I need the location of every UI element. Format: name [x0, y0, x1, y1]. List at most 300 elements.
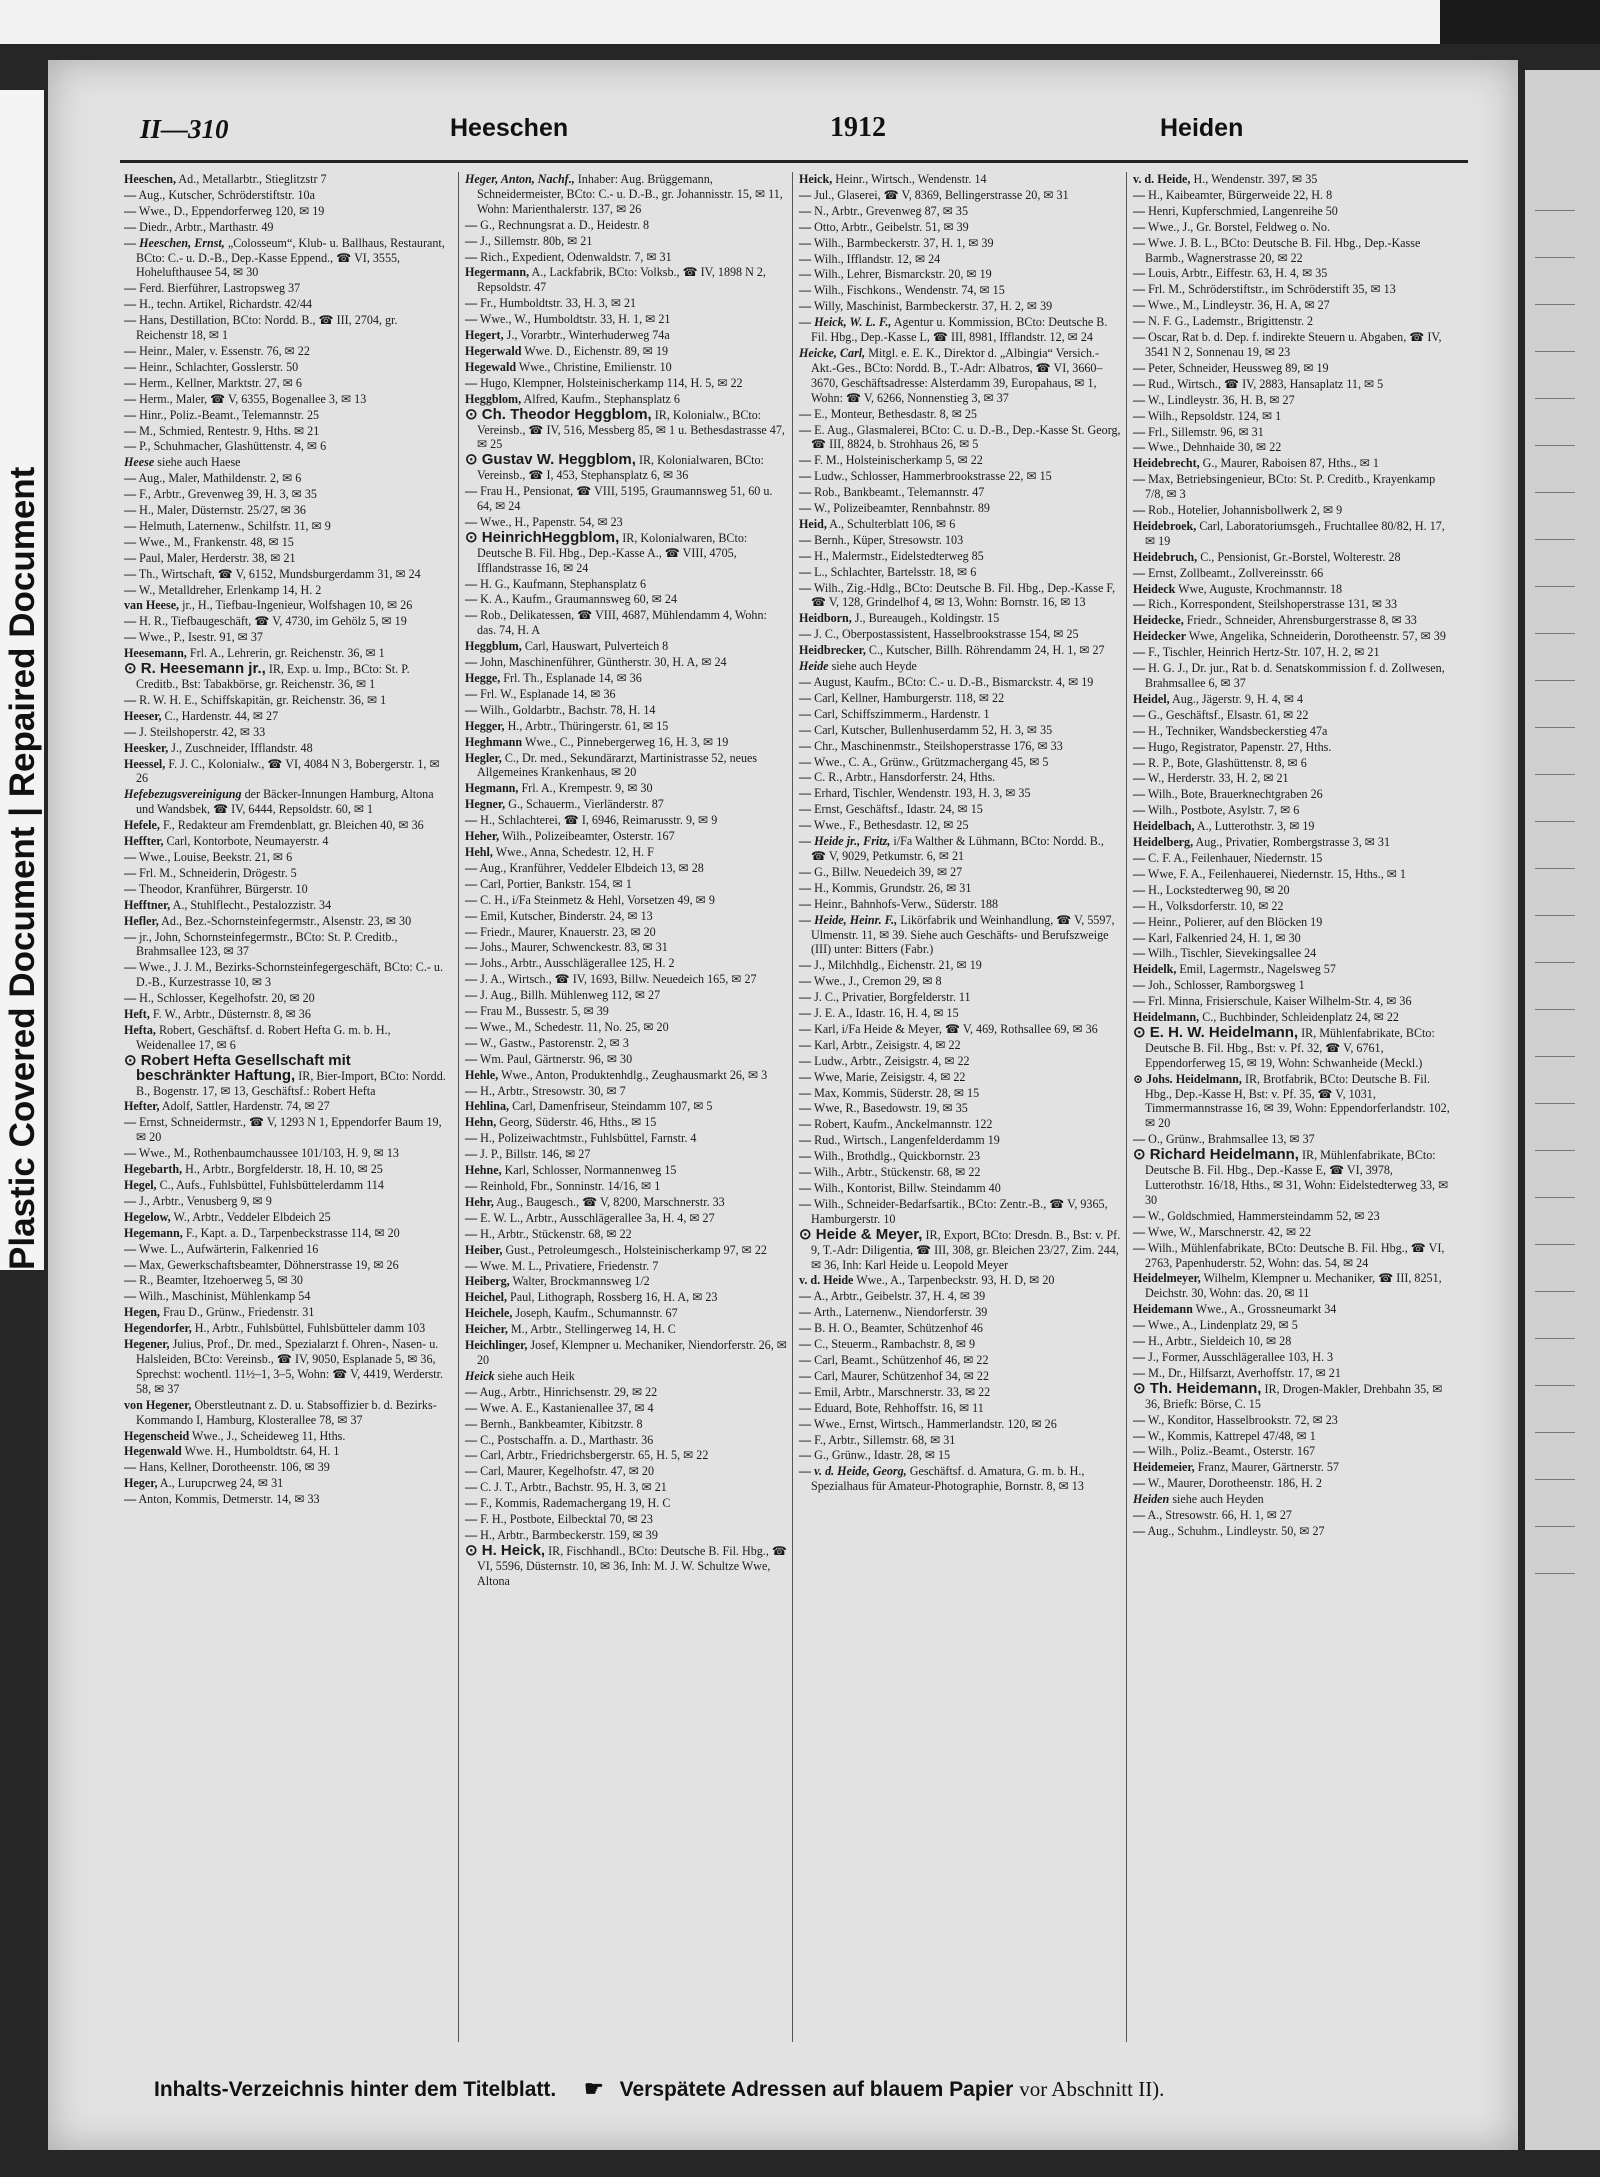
entry-details: Wilh., Lehrer, Bismarckstr. 20, ✉ 19: [813, 267, 992, 282]
entry-details: Wwe., M., Lindleystr. 36, H. A, ✉ 27: [1147, 298, 1330, 313]
directory-entry: [465, 392, 787, 407]
entry-name: —: [124, 471, 137, 486]
directory-entry: [124, 1289, 446, 1304]
directory-entry: [1133, 456, 1455, 471]
entry-name: —: [465, 1432, 478, 1447]
entry-name: —: [799, 958, 812, 973]
directory-entry: [124, 1273, 446, 1288]
entry-details: Emil, Arbtr., Marschnerstr. 33, ✉ 22: [814, 1384, 991, 1399]
directory-entry: [124, 344, 446, 359]
entry-details: Rud., Wirtsch., ☎ IV, 2883, Hansaplatz 11, ✉ 5: [1148, 376, 1384, 391]
entry-name: —: [799, 406, 812, 421]
directory-entry: [799, 1117, 1121, 1132]
directory-entry: [124, 297, 446, 312]
directory-entry: [124, 220, 446, 235]
directory-entry: [799, 252, 1121, 267]
entry-details: Wwe., J., Scheideweg 11, Hths.: [191, 1428, 346, 1443]
entry-name: Hefftner,: [124, 897, 171, 912]
directory-entry: [465, 940, 787, 955]
entry-details: Carl, Damenfriseur, Steindamm 107, ✉ 5: [512, 1099, 713, 1114]
entry-details: Wwe., Christine, Emilienstr. 10: [518, 359, 672, 374]
entry-details: C., Hardenstr. 44, ✉ 27: [164, 708, 279, 723]
entry-name: —: [124, 219, 137, 234]
entry-details: Frau D., Grünw., Friedenstr. 31: [162, 1305, 315, 1320]
entry-name: —: [1133, 1132, 1146, 1147]
entry-name: —: [1133, 503, 1146, 518]
directory-entry: [799, 707, 1121, 722]
directory-entry: [124, 1258, 446, 1273]
entry-name: Heiden: [1133, 1492, 1170, 1507]
entry-name: —: [465, 702, 478, 717]
directory-entry: [1133, 819, 1455, 834]
entry-name: —: [124, 518, 137, 533]
directory-entry: [465, 972, 787, 987]
entry-details: B. H. O., Beamter, Schützenhof 46: [814, 1321, 983, 1336]
entry-details: Wwe., P., Isestr. 91, ✉ 37: [138, 630, 263, 645]
entry-details: Aug., Arbtr., Hinrichsenstr. 29, ✉ 22: [479, 1384, 658, 1399]
directory-entry: [465, 1036, 787, 1051]
entry-name: v. d. Heide: [799, 1273, 854, 1288]
entry-details: H., Arbtr., Borgfelderstr. 18, H. 10, ✉ 25: [185, 1162, 383, 1177]
entry-name: —: [1133, 440, 1146, 455]
directory-entry: [799, 236, 1121, 251]
entry-details: J. A., Wirtsch., ☎ IV, 1693, Billw. Neuedeich 165, ✉ 27: [480, 972, 757, 987]
directory-entry: [465, 1528, 787, 1543]
entry-name: —: [465, 1051, 478, 1066]
directory-entry: [1133, 962, 1455, 977]
entry-name: Hegener,: [124, 1337, 170, 1352]
entry-name: —: [799, 1165, 812, 1180]
entry-name: —: [799, 1289, 812, 1304]
entry-name: —: [124, 849, 137, 864]
entry-name: —: [465, 249, 478, 264]
entry-details: Hinr., Poliz.-Beamt., Telemannstr. 25: [139, 407, 320, 422]
header-last-name: Heiden: [1160, 114, 1244, 142]
directory-entry: [799, 974, 1121, 989]
entry-name: —: [799, 722, 812, 737]
directory-entry: [465, 1512, 787, 1527]
entry-name: —: [799, 864, 812, 879]
directory-entry: [124, 471, 446, 486]
entry-details: Aug., Privatier, Rombergstrasse 3, ✉ 31: [1195, 835, 1390, 850]
entry-details: Carl, Beamt., Schützenhof 46, ✉ 22: [814, 1352, 989, 1367]
entry-name: —: [799, 469, 812, 484]
directory-entry: [124, 1115, 446, 1145]
entry-name: —: [124, 1115, 137, 1130]
entry-name: —: [799, 1384, 812, 1399]
entry-name: — Heide, Heinr. F.,: [799, 912, 898, 927]
entry-details: Heinr., Polierer, auf den Blöcken 19: [1148, 914, 1323, 929]
directory-entry: [1133, 1302, 1455, 1317]
directory-entry: [465, 218, 787, 233]
entry-name: —: [1133, 1208, 1146, 1223]
entry-name: Heidel,: [1133, 691, 1170, 706]
entry-details: Max, Betriebsingenieur, BCto: St. P. Creditb., Krayenkamp 7/8, ✉ 3: [1145, 472, 1436, 502]
entry-name: —: [465, 908, 478, 923]
directory-entry: [124, 834, 446, 849]
directory-entry: [1133, 1366, 1455, 1381]
directory-entry: [799, 1022, 1121, 1037]
entry-name: Heggblom,: [465, 391, 522, 406]
entry-details: Wilh., Tischler, Sievekingsallee 24: [1147, 946, 1317, 961]
entry-name: ⊙ R. Heesemann jr.,: [124, 660, 266, 678]
entry-name: —: [799, 738, 812, 753]
entry-details: Rob., Delikatessen, ☎ VIII, 4687, Mühlendamm 4, Wohn: das. 74, H. A: [477, 608, 767, 638]
directory-entry: [799, 913, 1121, 958]
directory-entry: [124, 487, 446, 502]
entry-name: Heidebroek,: [1133, 518, 1197, 533]
entry-details: Fr., Humboldtstr. 33, H. 3, ✉ 21: [480, 296, 637, 311]
entry-name: — v. d. Heide, Georg,: [799, 1464, 907, 1479]
entry-details: jr., H., Tiefbau-Ingenieur, Wolfshagen 10, ✉ 26: [182, 598, 413, 613]
entry-name: Heidebruch,: [1133, 549, 1198, 564]
directory-entry: [465, 1131, 787, 1146]
directory-entry: [124, 1210, 446, 1225]
entry-name: —: [799, 219, 812, 234]
entry-name: — Heeschen, Ernst,: [124, 235, 225, 250]
entry-details: Wilh., Repsoldstr. 124, ✉ 1: [1147, 408, 1282, 423]
entry-details: Frl. A., Krempestr. 9, ✉ 30: [521, 781, 653, 796]
directory-entry: [799, 1464, 1121, 1494]
directory-entry: [465, 1163, 787, 1178]
entry-name: —: [799, 1432, 812, 1447]
directory-entry: [1133, 915, 1455, 930]
entry-details: C., Postschaffn. a. D., Marthastr. 36: [480, 1432, 654, 1447]
entry-details: Julius, Prof., Dr. med., Spezialarzt f. Ohren-, Nasen- u. Halsleiden, BCto: Vereinsb., ☎ IV, 9050, Esplanade 5, ✉ 36, Sprechst: wochentl. 11½–1, 3–5, Wohn: ☎ V, 4419, Werderstr. 58, ✉ 37: [136, 1337, 444, 1396]
entry-details: Wwe., J., Gr. Borstel, Feldweg o. No.: [1147, 219, 1330, 234]
entry-name: —: [465, 217, 478, 232]
entry-details: C., Buchbinder, Schleidenplatz 24, ✉ 22: [1202, 1010, 1399, 1025]
entry-details: Hans, Destillation, BCto: Nordd. B., ☎ III, 2704, gr. Reichenstr 18, ✉ 1: [136, 313, 398, 343]
entry-details: C. H., i/Fa Steinmetz & Hehl, Vorsetzen 49, ✉ 9: [480, 892, 715, 907]
entry-name: —: [124, 187, 137, 202]
entry-name: —: [1133, 914, 1146, 929]
entry-details: Ad., Metallarbtr., Stieglitzstr 7: [178, 172, 327, 186]
directory-entry: [1133, 204, 1455, 219]
entry-details: J. Steilshoperstr. 42, ✉ 33: [139, 724, 266, 739]
entry-details: Ernst, Schneidermstr., ☎ V, 1293 N 1, Eppendorfer Baum 19, ✉ 20: [136, 1115, 442, 1145]
entry-name: —: [124, 550, 137, 565]
entry-details: IR, Kolonialwaren, BCto: Deutsche B. Fil. Hbg., Dep.-Kasse A., ☎ VIII, 4705, Ifflandstrasse 16, ✉ 24: [477, 530, 748, 575]
entry-name: —: [465, 1226, 478, 1241]
directory-entry: [465, 312, 787, 327]
entry-details: Wwe., A., Tarpenbeckstr. 93, H. D, ✉ 20: [856, 1273, 1055, 1288]
directory-entry: [799, 517, 1121, 532]
entry-name: Hegen,: [124, 1305, 160, 1320]
entry-name: —: [124, 281, 137, 296]
directory-entry: [799, 1305, 1121, 1320]
entry-details: siehe auch Heik: [497, 1368, 575, 1383]
entry-details: Frl. M., Schneiderin, Drögestr. 5: [139, 865, 297, 880]
directory-entry: [124, 741, 446, 756]
entry-details: Wwe, F. A., Feilenhauerei, Niedernstr. 15, Hths., ✉ 1: [1147, 866, 1406, 881]
entry-details: Ferd. Bierführer, Lastropsweg 37: [139, 281, 301, 296]
entry-details: Hugo, Klempner, Holsteinischerkamp 114, H. 5, ✉ 22: [480, 375, 743, 390]
entry-name: —: [124, 343, 137, 358]
entry-details: A., Stuhlflecht., Pestalozzistr. 34: [172, 897, 332, 912]
entry-details: Bernh., Bankbeamter, Kibitzstr. 8: [480, 1416, 643, 1431]
entry-name: —: [1133, 850, 1146, 865]
directory-entry: [465, 592, 787, 607]
directory-entry: [465, 655, 787, 670]
column-3: [792, 172, 1121, 2042]
entry-details: E. W. L., Arbtr., Ausschlägerallee 3a, H. 4, ✉ 27: [480, 1210, 715, 1225]
entry-name: —: [799, 580, 812, 595]
entry-details: Rud., Wirtsch., Langenfelderdamm 19: [814, 1133, 1000, 1148]
entry-name: —: [799, 1085, 812, 1100]
entry-details: Arth., Laternenw., Niendorferstr. 39: [813, 1305, 988, 1320]
directory-entry: [799, 407, 1121, 422]
directory-entry: [799, 643, 1121, 658]
page-footer: [154, 2076, 1494, 2110]
directory-entry: [799, 1401, 1121, 1416]
entry-name: Heichel,: [465, 1290, 507, 1305]
entry-details: Gust., Petroleumgesch., Holsteinischerkamp 97, ✉ 22: [505, 1242, 767, 1257]
entry-details: Inhaber: Aug. Brüggemann, Schneidermeister, BCto: C.- u. D.-B., gr. Johannisstr. 15, ✉ 11, Wohn: Marienthalerstr. 137, ✉ 26: [477, 172, 783, 216]
directory-entry: [124, 960, 446, 990]
directory-entry: [465, 671, 787, 686]
entry-details: A., Lackfabrik, BCto: Volksb., ☎ IV, 1898 N 2, Repsoldstr. 47: [477, 265, 766, 295]
entry-details: Ernst, Zollbeamt., Zollvereinsstr. 66: [1148, 565, 1324, 580]
entry-name: —: [465, 940, 478, 955]
entry-name: ⊙ Gustav W. Heggblom,: [465, 451, 636, 469]
directory-entry: [465, 988, 787, 1003]
directory-entry: [124, 866, 446, 881]
directory-entry: [465, 797, 787, 812]
entry-name: —: [465, 686, 478, 701]
entry-name: Heghmann: [465, 734, 523, 749]
entry-details: Chr., Maschinenmstr., Steilshoperstrasse 176, ✉ 33: [814, 738, 1063, 753]
directory-entry: [1133, 1413, 1455, 1428]
directory-entry: [799, 818, 1121, 833]
entry-name: —: [465, 924, 478, 939]
entry-details: F., Kommis, Rademachergang 19, H. C: [480, 1496, 671, 1511]
directory-entry: [1133, 597, 1455, 612]
directory-entry: [1133, 472, 1455, 502]
directory-entry: [799, 1165, 1121, 1180]
entry-details: Karl, i/Fa Heide & Meyer, ☎ V, 469, Rothsallee 69, ✉ 36: [814, 1021, 1098, 1036]
entry-name: —: [1133, 1428, 1146, 1443]
entry-name: Heidelbach,: [1133, 819, 1195, 834]
entry-name: —: [799, 1101, 812, 1116]
entry-name: —: [799, 251, 812, 266]
entry-details: F., Arbtr., Sillemstr. 68, ✉ 31: [814, 1432, 956, 1447]
entry-name: —: [799, 1181, 812, 1195]
directory-entry: [465, 751, 787, 781]
directory-entry: [465, 528, 787, 576]
directory-entry: [465, 1480, 787, 1495]
entry-name: —: [1133, 1444, 1146, 1459]
entry-name: —: [465, 956, 478, 971]
entry-details: R. P., Bote, Glashüttenstr. 8, ✉ 6: [1148, 755, 1307, 770]
entry-details: Wwe., M., Rothenbaumchaussee 101/103, H. 9, ✉ 13: [138, 1146, 399, 1161]
entry-details: E., Monteur, Bethesdastr. 8, ✉ 25: [814, 406, 977, 421]
entry-details: Agentur u. Kommission, BCto: Deutsche B. Fil. Hbg., Dep.-Kasse L, ☎ III, 8981, Ifflandstr. 12, ✉ 24: [811, 315, 1108, 345]
directory-entry: [1133, 851, 1455, 866]
directory-entry: [1133, 298, 1455, 313]
directory-entry: [465, 1401, 787, 1416]
entry-name: Heiberg,: [465, 1274, 510, 1289]
directory-entry: [465, 781, 787, 796]
entry-details: Carl, Portier, Bankstr. 154, ✉ 1: [480, 876, 632, 891]
entry-name: —: [799, 283, 812, 298]
entry-details: IR, Mühlenfabrikate, BCto: Deutsche B. Fil. Hbg., Dep.-Kasse E, ☎ VI, 3978, Lutterothstr. 16/18, Hths., ✉ 31, Wohn: Eidelstedterweg 33, ✉ 30: [1145, 1148, 1449, 1207]
entry-name: Hefter,: [124, 1099, 160, 1114]
directory-entry: [1133, 582, 1455, 597]
entry-details: IR, Drogen-Makler, Drehbahn 35, ✉ 36, Briefk: Börse, C. 15: [1145, 1381, 1443, 1411]
entry-details: Carl, Arbtr., Friedrichsbergerstr. 65, H. 5, ✉ 22: [480, 1448, 709, 1463]
entry-details: C., Kutscher, Billh. Röhrendamm 24, H. 1, ✉ 27: [868, 643, 1105, 658]
directory-entry: [1133, 1271, 1455, 1301]
directory-entry: [124, 818, 446, 833]
directory-entry: [465, 861, 787, 876]
entry-details: Wwe., Anton, Produktenhdlg., Zeughausmarkt 26, ✉ 3: [501, 1067, 768, 1082]
entry-name: —: [1133, 723, 1146, 738]
entry-details: Oscar, Rat b. d. Dep. f. indirekte Steuern u. Abgaben, ☎ IV, 3541 N 2, Sonnenau 19, ✉ 23: [1145, 330, 1442, 359]
entry-name: —: [124, 582, 137, 597]
entry-name: ⊙ E. H. W. Heidelmann,: [1133, 1023, 1299, 1041]
directory-entry: [465, 909, 787, 924]
entry-details: Wwe. M. L., Privatiere, Friedenstr. 7: [479, 1258, 659, 1273]
entry-details: H., Malermstr., Eidelstedterweg 85: [814, 548, 984, 563]
directory-entry: [1133, 1379, 1455, 1412]
pointing-hand-icon: ☛: [584, 2076, 604, 2101]
entry-name: —: [799, 1337, 812, 1352]
directory-entry: [465, 608, 787, 638]
entry-details: J. P., Billstr. 146, ✉ 27: [480, 1147, 591, 1162]
directory-entry: [1133, 282, 1455, 297]
entry-details: F., Redakteur am Fremdenblatt, gr. Bleichen 40, ✉ 36: [162, 818, 424, 833]
entry-name: —: [465, 1464, 478, 1479]
entry-details: F., Kapt. a. D., Tarpenbeckstrasse 114, ✉ 20: [185, 1225, 400, 1240]
entry-name: —: [465, 312, 478, 327]
entry-name: —: [1133, 266, 1146, 281]
entry-details: W., Arbtr., Veddeler Elbdeich 25: [173, 1209, 331, 1224]
entry-details: Wwe, Auguste, Krochmannstr. 18: [1178, 581, 1343, 596]
entry-name: —: [465, 655, 478, 670]
directory-entry: [124, 551, 446, 566]
entry-details: A., Lutterothstr. 3, ✉ 19: [1196, 819, 1315, 834]
directory-entry: [799, 1448, 1121, 1463]
entry-name: —: [1133, 424, 1146, 439]
directory-entry: [799, 659, 1121, 674]
column-1: [124, 172, 446, 2042]
footer-late-note-tail: vor Abschnitt II).: [1019, 2077, 1165, 2101]
directory-entry: [799, 1385, 1121, 1400]
entry-name: —: [799, 754, 812, 769]
directory-entry: [465, 813, 787, 828]
entry-name: —: [1133, 898, 1146, 913]
entry-details: Likörfabrik und Weinhandlung, ☎ V, 5597, Ulmenstr. 11, ✉ 39. Siehe auch Geschäfts- und Berufszweige (III) unter: Bitters (Fabr.): [811, 912, 1115, 957]
directory-entry: [799, 834, 1121, 864]
entry-details: W., Gastw., Pastorenstr. 2, ✉ 3: [479, 1035, 629, 1050]
directory-entry: [1133, 361, 1455, 376]
entry-details: Helmuth, Laternenw., Schilfstr. 11, ✉ 9: [139, 518, 331, 533]
entry-details: Willy, Maschinist, Barmbeckerstr. 37, H. 2, ✉ 39: [813, 299, 1053, 314]
entry-details: Heinr., Maler, v. Essenstr. 76, ✉ 22: [139, 343, 310, 358]
directory-entry: [799, 346, 1121, 406]
entry-name: Hefler,: [124, 913, 159, 928]
directory-entry: [124, 1146, 446, 1161]
entry-details: IR, Kolonialwaren, BCto: Vereinsb., ☎ I, 453, Stephansplatz 6, ✉ 36: [477, 453, 764, 483]
entry-name: —: [124, 1146, 137, 1161]
entry-details: jr., John, Schornsteinfegermstr., BCto: St. P. Creditb., Brahmsallee 123, ✉ 37: [136, 929, 398, 959]
entry-name: —: [1133, 994, 1146, 1009]
entry-details: Erhard, Tischler, Wendenstr. 193, H. 3, ✉ 35: [814, 786, 1031, 801]
entry-name: Heggblum,: [465, 639, 522, 654]
entry-details: Paul, Maler, Herderstr. 38, ✉ 21: [139, 550, 296, 565]
entry-name: —: [1133, 707, 1146, 722]
directory-entry: [124, 1162, 446, 1177]
entry-name: —: [124, 375, 137, 390]
directory-entry: [465, 1417, 787, 1432]
entry-name: —: [799, 548, 812, 563]
entry-details: F. H., Postbote, Eilbecktal 70, ✉ 23: [480, 1512, 653, 1527]
entry-details: Wwe., H., Papenstr. 54, ✉ 23: [479, 514, 623, 529]
directory-entry: [1133, 645, 1455, 660]
entry-name: —: [465, 1400, 478, 1415]
entry-name: —: [799, 1196, 812, 1211]
entry-details: M., Schmied, Rentestr. 9, Hths. ✉ 21: [139, 423, 320, 438]
entry-details: Wwe, Angelika, Schneiderin, Dorotheenstr. 57, ✉ 39: [1188, 629, 1446, 644]
directory-entry: [799, 675, 1121, 690]
directory-entry: [799, 469, 1121, 484]
directory-entry: [124, 281, 446, 296]
directory-entry: [799, 1133, 1121, 1148]
entry-details: J., Former, Ausschlägerallee 103, H. 3: [1148, 1349, 1334, 1364]
entry-name: ⊙ Johs. Heidelmann,: [1133, 1071, 1242, 1086]
entry-name: —: [799, 422, 812, 437]
entry-name: —: [1133, 645, 1146, 660]
entry-details: H., Volksdorferstr. 10, ✉ 22: [1148, 898, 1284, 913]
entry-name: —: [799, 1416, 812, 1431]
entry-name: —: [799, 453, 812, 468]
entry-name: —: [1133, 739, 1146, 754]
directory-entry: [465, 845, 787, 860]
entry-details: F. J. C., Kolonialw., ☎ VI, 4084 N 3, Bobergerstr. 1, ✉ 26: [136, 756, 440, 786]
directory-entry: [799, 533, 1121, 548]
directory-entry: [465, 376, 787, 391]
directory-entry: [1133, 1023, 1455, 1071]
entry-name: —: [1133, 1334, 1146, 1349]
entry-details: Wwe., W., Humboldtstr. 33, H. 1, ✉ 21: [479, 312, 671, 327]
entry-details: Hans, Kellner, Dorotheenstr. 106, ✉ 39: [139, 1460, 330, 1475]
entry-name: —: [799, 1149, 812, 1164]
entry-details: Wwe, R., Basedowstr. 19, ✉ 35: [813, 1101, 968, 1116]
entry-details: G., Geschäftsf., Elsastr. 61, ✉ 22: [1148, 707, 1309, 722]
entry-name: Heicke, Carl,: [799, 345, 866, 360]
directory-entry: [799, 549, 1121, 564]
entry-name: —: [124, 423, 137, 438]
entry-name: Hegenscheid: [124, 1428, 190, 1443]
directory-entry: [799, 1181, 1121, 1196]
directory-entry: [1133, 1132, 1455, 1147]
directory-entry: [1133, 1460, 1455, 1475]
directory-entry: [465, 1052, 787, 1067]
entry-details: Hugo, Registrator, Papenstr. 27, Hths.: [1148, 739, 1332, 754]
entry-name: ⊙ HeinrichHeggblom,: [465, 528, 620, 546]
entry-details: W., Polizeibeamter, Rennbahnstr. 89: [813, 501, 990, 516]
entry-name: Hegger,: [465, 718, 505, 733]
entry-name: Heidelmann,: [1133, 1010, 1200, 1025]
directory-entry: [465, 1306, 787, 1321]
entry-details: H. R., Tiefbaugeschäft, ☎ V, 4730, im Gehölz 5, ✉ 19: [139, 614, 407, 629]
entry-name: Hegewald: [465, 359, 517, 374]
entry-details: Wilh., Mühlenfabrikate, BCto: Deutsche B. Fil. Hbg., ☎ VI, 2763, Papenhuderstr. 52, Wohn: das. 54, ✉ 24: [1145, 1240, 1445, 1270]
entry-name: — Heick, W. L. F.,: [799, 315, 892, 330]
entry-name: —: [799, 690, 812, 705]
entry-details: Theodor, Kranführer, Bürgerstr. 10: [138, 881, 308, 896]
